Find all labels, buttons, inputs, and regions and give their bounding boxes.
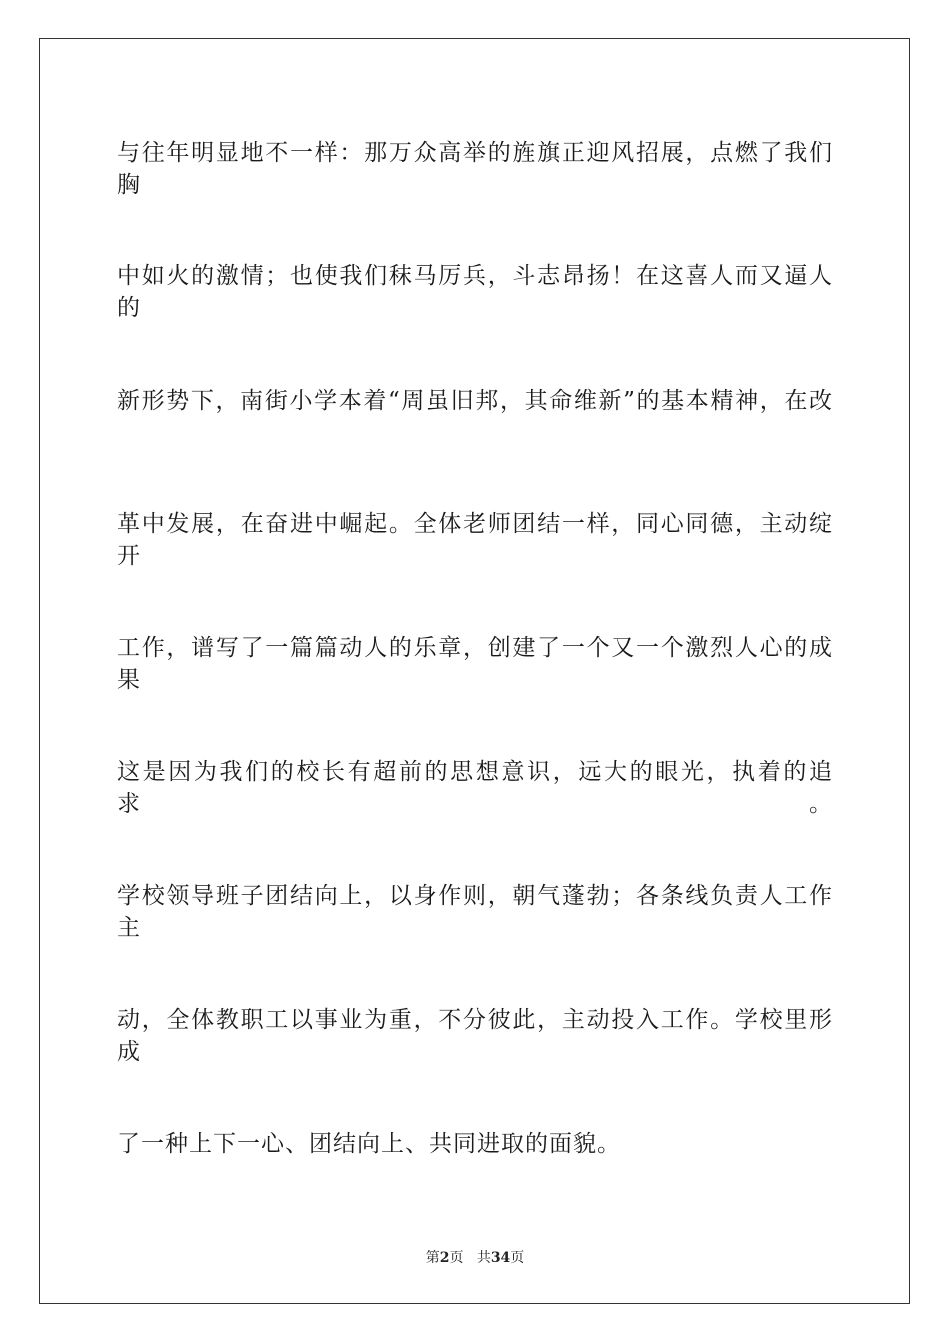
body-text-line-4: 革中发展，在奋进中崛起。全体老师团结一样，同心同德，主动绽开 <box>117 511 833 569</box>
footer-gap <box>463 1250 476 1266</box>
page-prefix: 第 <box>425 1250 440 1266</box>
total-suffix: 页 <box>510 1250 525 1266</box>
body-text-line-1: 与往年明显地不一样：那万众高举的旌旗正迎风招展，点燃了我们胸 <box>117 140 833 198</box>
page-number: 2 <box>439 1250 450 1266</box>
body-text-line-5: 工作，谱写了一篇篇动人的乐章，创建了一个又一个激烈人心的成果 <box>117 635 833 693</box>
body-text-line-7: 学校领导班子团结向上，以身作则，朝气蓬勃；各条线负责人工作主 <box>117 883 833 941</box>
body-text-line-3: 新形势下，南街小学本着“周虽旧邦，其命维新”的基本精神，在改 <box>117 388 833 414</box>
total-pages: 34 <box>490 1250 511 1266</box>
page-border <box>39 38 910 1304</box>
body-text-line-6: 这是因为我们的校长有超前的思想意识，远大的眼光，执着的追求。 <box>117 759 833 817</box>
body-text-line-2: 中如火的激情；也使我们秣马厉兵，斗志昂扬！在这喜人而又逼人的 <box>117 263 833 321</box>
total-prefix: 共 <box>476 1250 491 1266</box>
body-text-line-8: 动，全体教职工以事业为重，不分彼此，主动投入工作。学校里形成 <box>117 1007 833 1065</box>
body-text-line-9: 了一种上下一心、团结向上、共同进取的面貌。 <box>117 1131 621 1157</box>
page-suffix: 页 <box>449 1250 464 1266</box>
page-footer <box>0 1249 950 1267</box>
